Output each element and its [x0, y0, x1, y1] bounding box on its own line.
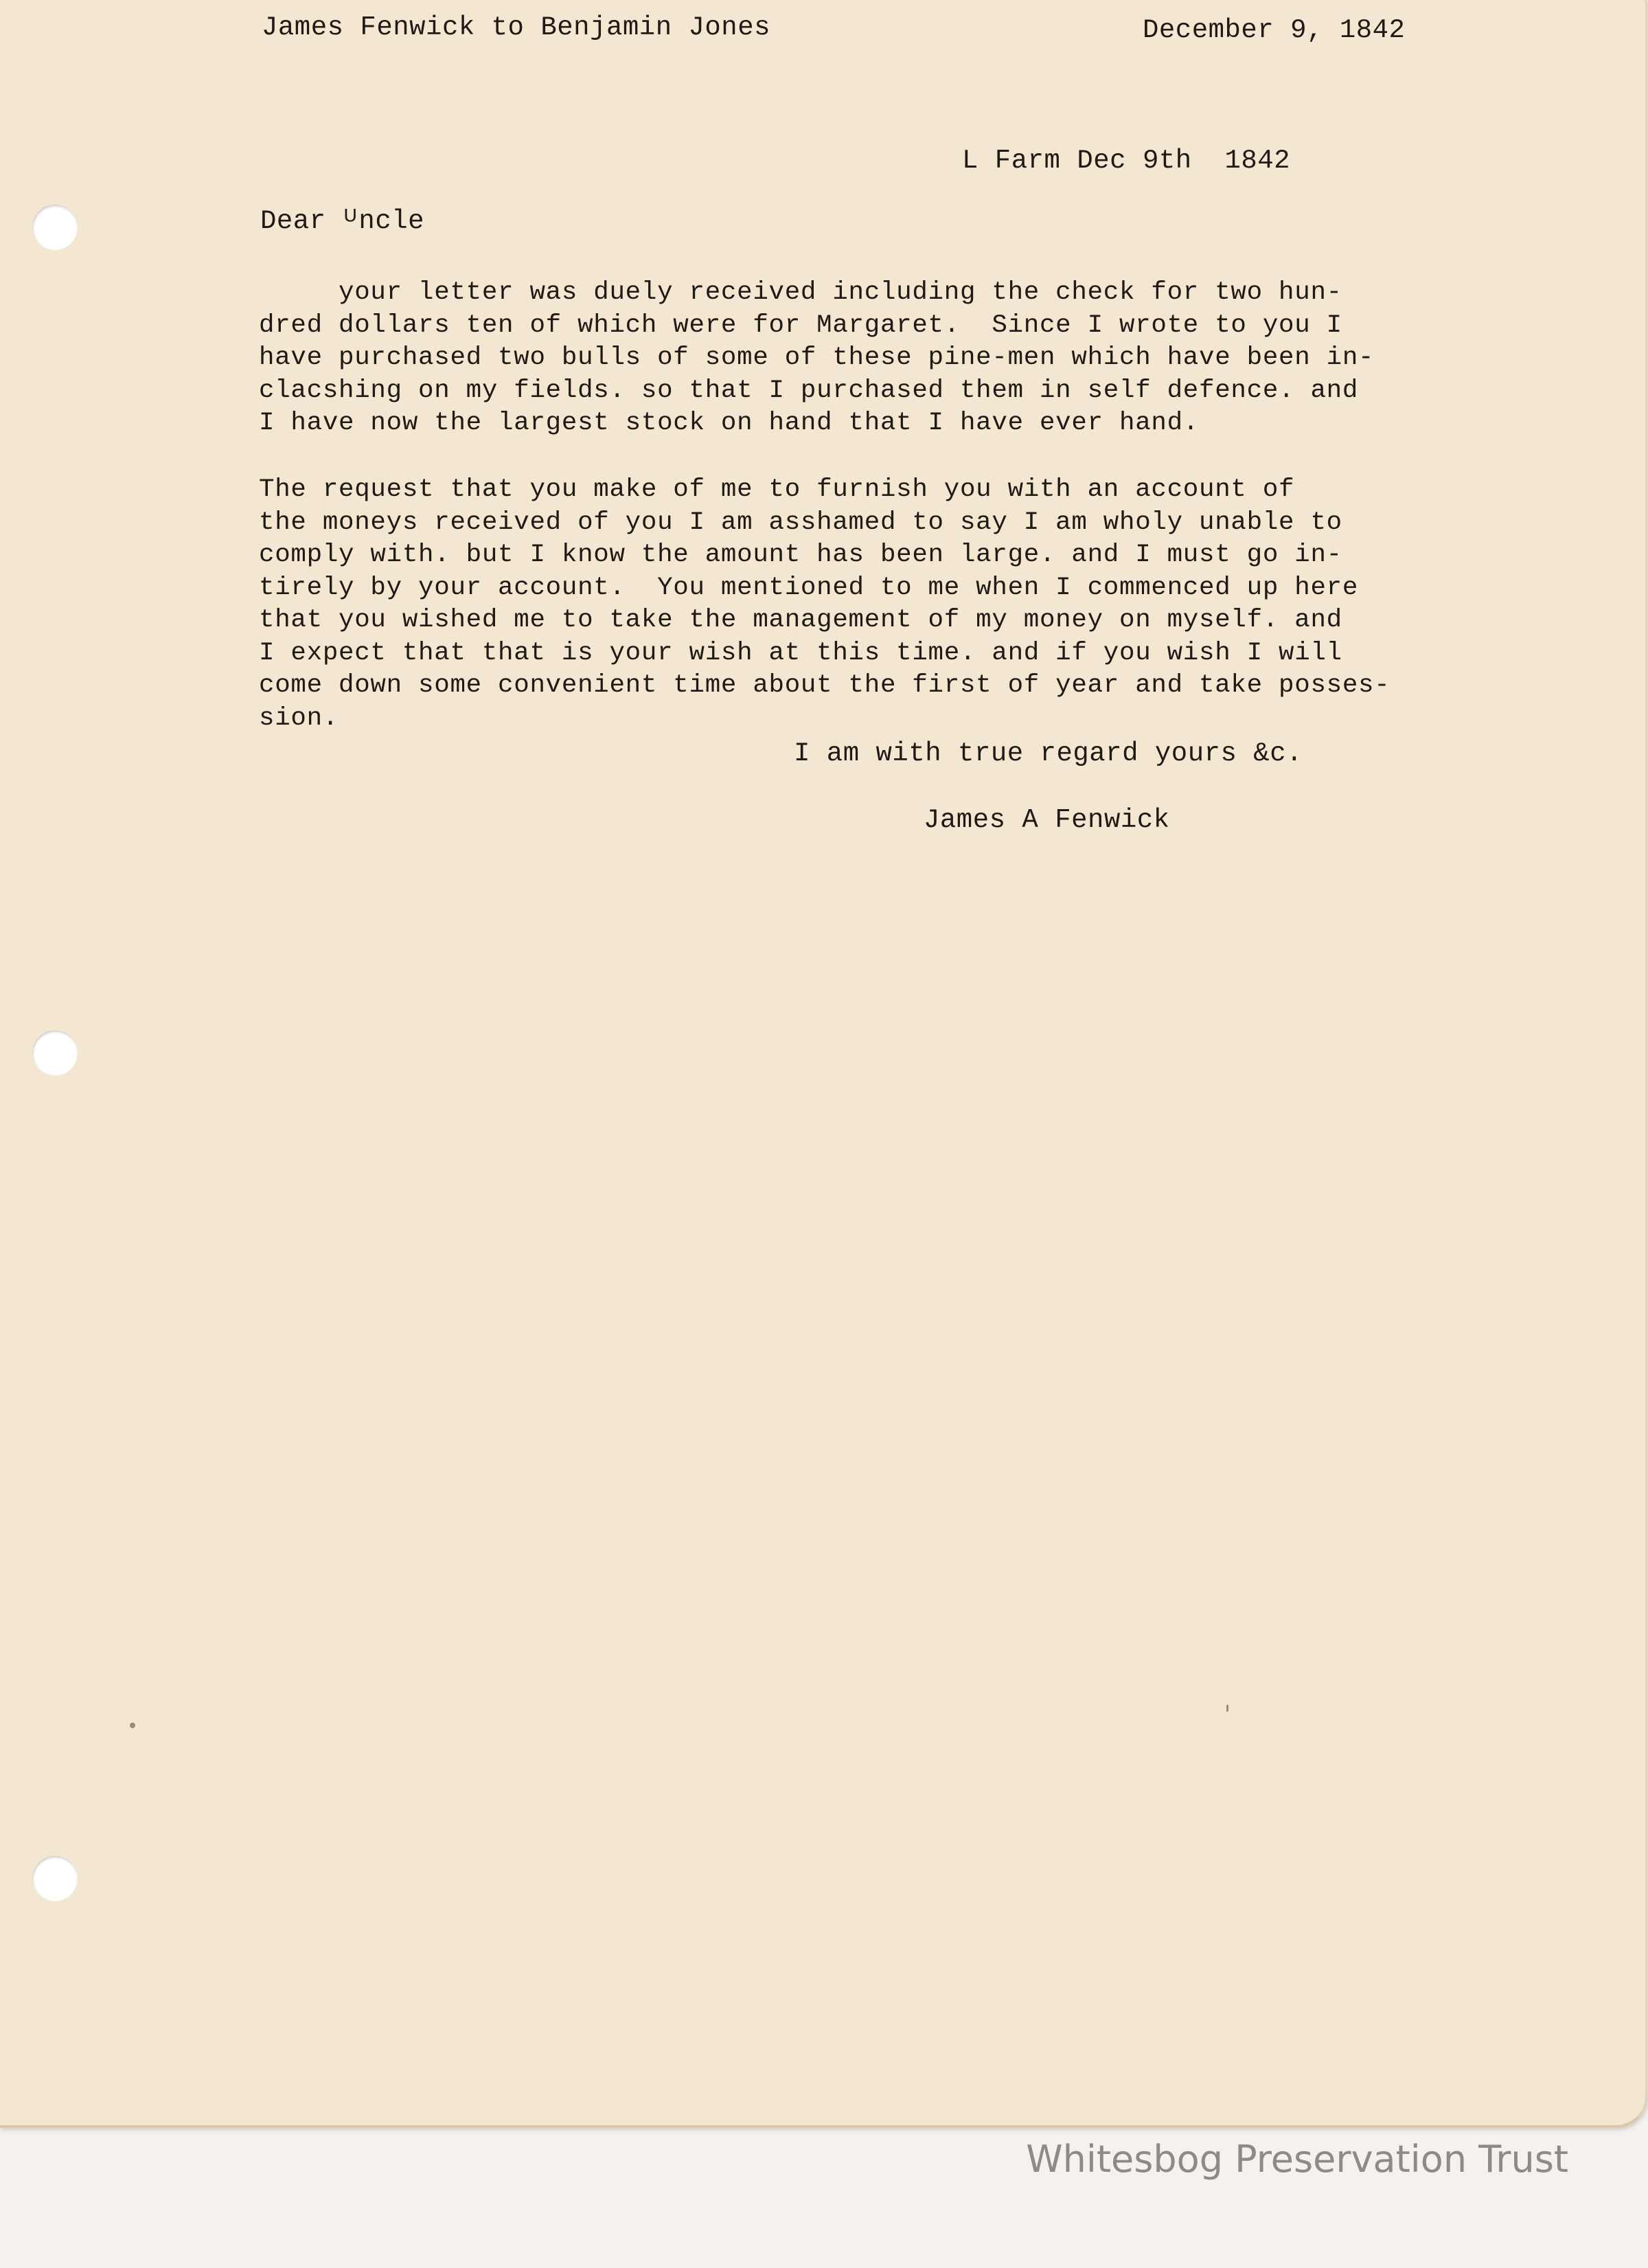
header-date: December 9, 1842 [1143, 15, 1406, 45]
letter-line: clacshing on my fields. so that I purchased them in self defence. and [259, 376, 1359, 405]
letter-signature: James A Fenwick [924, 805, 1170, 835]
letter-line: come down some convenient time about the first of year and take posses- [259, 671, 1390, 700]
letter-line: your letter was duely received including the check for two hun- [259, 278, 1342, 307]
letter-line: tirely by your account. You mentioned to me when I commenced up here [259, 573, 1359, 602]
letter-line: the moneys received of you I am asshamed to say I am wholy unable to [259, 508, 1342, 537]
letter-paragraph-1 [259, 277, 1467, 440]
letter-place-date: L Farm Dec 9th 1842 [962, 146, 1291, 176]
letter-line: sion. [259, 703, 339, 733]
punch-hole-top [32, 205, 78, 250]
punch-hole-bottom [32, 1856, 78, 1901]
letter-line: The request that you make of me to furnish you with an account of [259, 475, 1295, 504]
letter-paragraph-2 [259, 474, 1467, 735]
letter-line: have purchased two bulls of some of these pine-men which have been in- [259, 343, 1375, 372]
letter-salutation: Dear ᵁncle [260, 206, 425, 236]
watermark-credit: Whitesbog Preservation Trust [1026, 2137, 1568, 2181]
letter-line: that you wished me to take the management of my money on myself. and [259, 606, 1342, 635]
paper-speck [1226, 1705, 1228, 1712]
letter-line: I have now the largest stock on hand that I have ever hand. [259, 409, 1200, 438]
letter-line: dred dollars ten of which were for Margaret. Since I wrote to you I [259, 310, 1342, 340]
letter-line: I expect that that is your wish at this time. and if you wish I will [259, 638, 1342, 668]
paper-speck [130, 1723, 135, 1728]
letter-line: comply with. but I know the amount has been large. and I must go in- [259, 541, 1342, 569]
letter-closing: I am with true regard yours &c. [794, 738, 1303, 769]
header-title: James Fenwick to Benjamin Jones [262, 12, 771, 43]
punch-hole-middle [32, 1030, 78, 1076]
